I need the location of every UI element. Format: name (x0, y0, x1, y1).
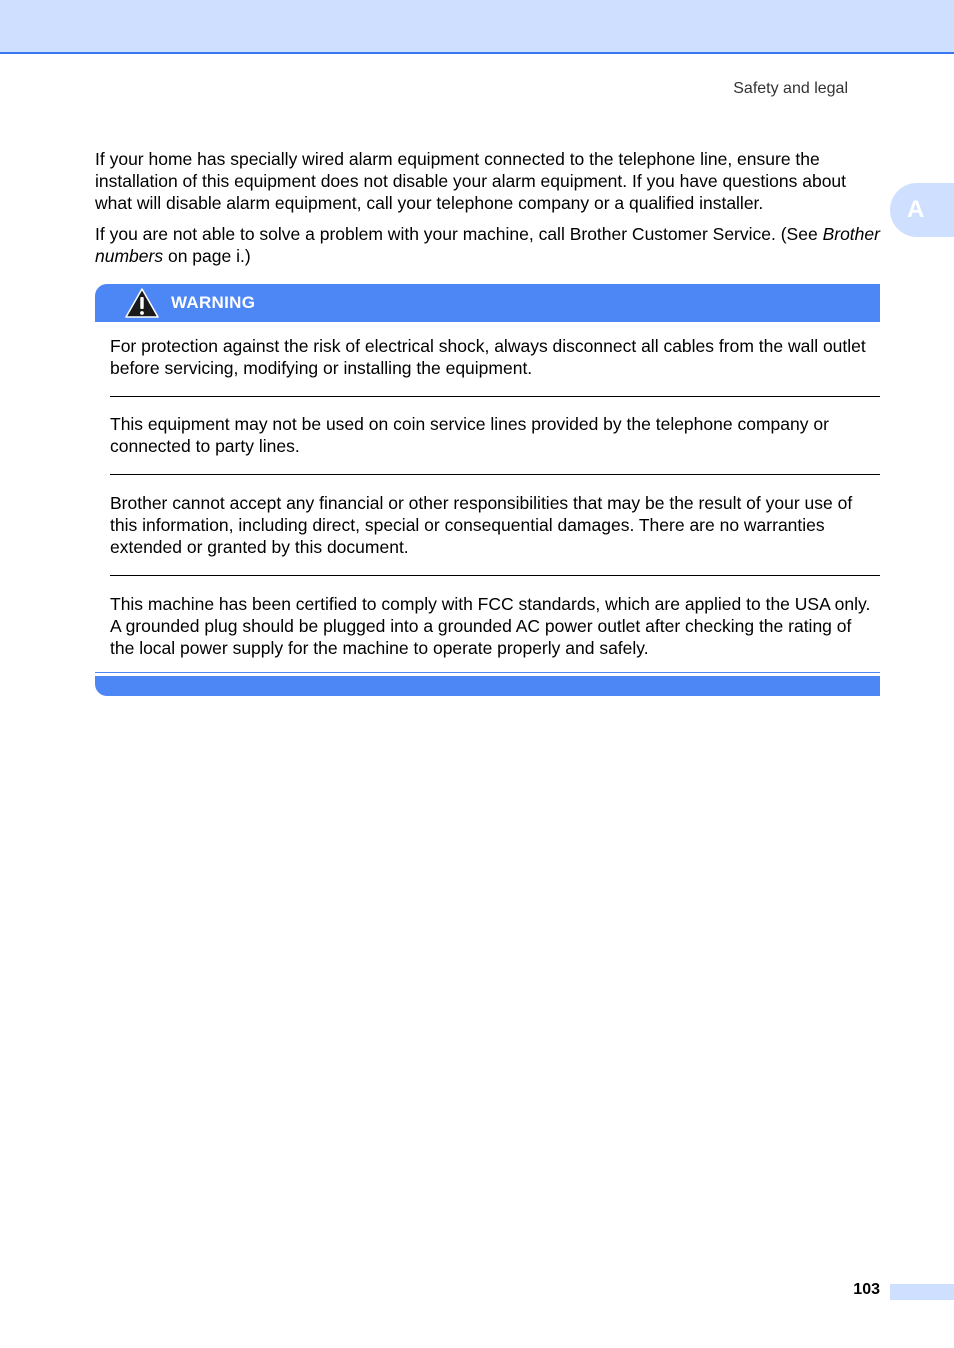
warning-item: For protection against the risk of electrical shock, always disconnect all cables from the wall outlet before servicing, modifying or installing the equipment. (110, 336, 866, 378)
warning-item: This equipment may not be used on coin service lines provided by the telephone company or connected to party lines. (110, 414, 829, 456)
service-paragraph (95, 223, 880, 267)
chapter-letter: A (907, 196, 925, 223)
divider (110, 396, 880, 397)
page-number-tab (890, 1284, 954, 1300)
service-paragraph-tail: on page i.) (163, 246, 251, 266)
service-paragraph-lead: If you are not able to solve a problem with your machine, call Brother Customer Service. (See (95, 224, 823, 244)
intro-paragraph: If your home has specially wired alarm equipment connected to the telephone line, ensure the installation of this equipment does not disable your alarm equipment. If you have questions about what will disable alarm equipment, call your telephone company or a qualified installer. (95, 149, 847, 213)
warning-footer-rule (95, 672, 880, 673)
chapter-tab[interactable] (890, 183, 954, 237)
warning-footer-bar (95, 676, 880, 696)
warning-item: This machine has been certified to comply with FCC standards, which are applied to the USA only. A grounded plug should be plugged into a grounded AC power outlet after checking the rating of the local power supply for the machine to operate properly and safely. (110, 594, 871, 658)
warning-label: WARNING (171, 293, 256, 312)
warning-header (95, 284, 880, 322)
warning-item: Brother cannot accept any financial or other responsibilities that may be the result of your use of this information, including direct, special or consequential damages. There are no warranties extended or granted by this document. (110, 493, 853, 557)
top-header-band (0, 0, 954, 54)
section-title: Safety and legal (733, 80, 848, 97)
divider (110, 575, 880, 576)
divider (110, 474, 880, 475)
brother-numbers-reference[interactable]: Brother numbers (95, 224, 880, 266)
page-number: 103 (853, 1281, 880, 1298)
warning-triangle-icon (125, 288, 159, 318)
